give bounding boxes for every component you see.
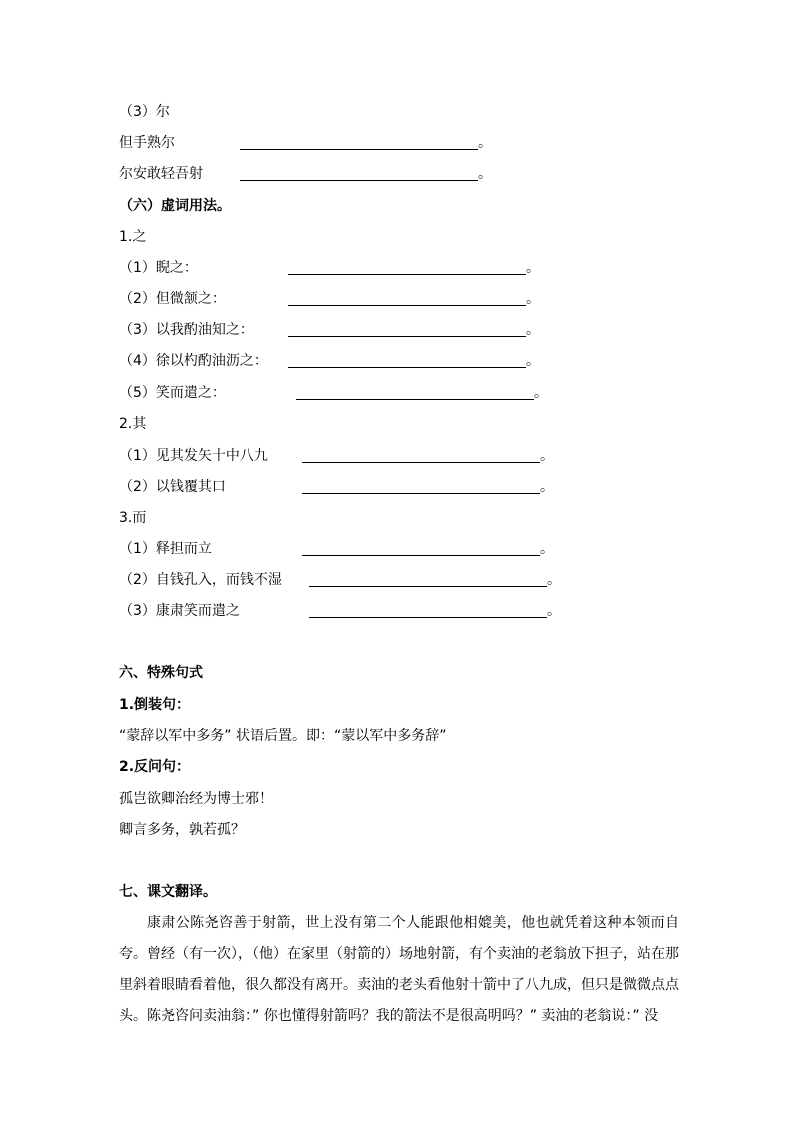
period: 。 — [526, 322, 540, 338]
inversion-heading: 1.倒装句： — [119, 697, 191, 713]
period: 。 — [547, 572, 561, 588]
period: 。 — [534, 385, 548, 401]
rhetorical-text-2: 卿言多务，孰若孤？ — [119, 822, 245, 838]
question-text: （3）康肃笑而遣之 — [119, 603, 240, 619]
period: 。 — [478, 135, 492, 151]
period: 。 — [547, 603, 561, 619]
question-text: （3）以我酌油知之： — [119, 322, 254, 338]
answer-blank[interactable] — [288, 367, 526, 368]
answer-blank[interactable] — [302, 493, 540, 494]
answer-blank[interactable] — [288, 336, 526, 337]
question-text: （2）但微颔之： — [119, 291, 226, 307]
rhetorical-text-1: 孤岂欲卿治经为博士邪！ — [119, 791, 273, 807]
question-text: （5）笑而遣之： — [119, 385, 226, 401]
answer-blank[interactable] — [240, 180, 478, 181]
question-text: （4）徐以杓酌油沥之： — [119, 353, 268, 369]
period: 。 — [526, 260, 540, 276]
question-text: 尔安敢轻吾射 — [119, 166, 203, 182]
period: 。 — [526, 353, 540, 369]
question-text: 但手熟尔 — [119, 135, 175, 151]
group-heading-zhi: 1.之 — [119, 229, 147, 245]
item-er-heading: （3）尔 — [119, 104, 170, 120]
question-text: （2）以钱覆其口 — [119, 479, 226, 495]
answer-blank[interactable] — [309, 586, 547, 587]
answer-blank[interactable] — [302, 555, 540, 556]
answer-blank[interactable] — [296, 399, 534, 400]
period: 。 — [540, 448, 554, 464]
group-heading-qi: 2.其 — [119, 416, 147, 432]
period: 。 — [540, 541, 554, 557]
question-text: （1）释担而立 — [119, 541, 212, 557]
translation-paragraph-1: 康肃公陈尧咨善于射箭，世上没有第二个人能跟他相媲美，他也就凭着这种本领而自夸。曾经（有一次），（他）在家里（射箭的）场地射箭，有个卖油的老翁放下担子，站在那里斜着眼睛看着他，很久都没有离开。卖油的老头看他射十箭中了八九成，但只是微微点点头。 — [119, 915, 679, 1024]
rhetorical-heading: 2.反问句： — [119, 759, 191, 775]
answer-blank[interactable] — [309, 617, 547, 618]
question-text: （2）自钱孔入，而钱不湿 — [119, 572, 282, 588]
inversion-text: “蒙辞以军中多务” 状语后置。即：“蒙以军中多务辞” — [119, 728, 447, 744]
answer-blank[interactable] — [288, 305, 526, 306]
group-heading-er: 3.而 — [119, 510, 147, 526]
answer-blank[interactable] — [302, 462, 540, 463]
subsection-title: （六）虚词用法。 — [119, 198, 231, 214]
translation-paragraph-2: 陈尧咨问卖油翁：” 你也懂得射箭吗？我的箭法不是很高明吗？” 卖油的老翁说：” 没 — [147, 1008, 659, 1024]
answer-blank[interactable] — [240, 149, 478, 150]
period: 。 — [478, 166, 492, 182]
period: 。 — [540, 479, 554, 495]
section-title-translation: 七、课文翻译。 — [119, 884, 217, 900]
question-text: （1）见其发矢十中八九 — [119, 448, 268, 464]
answer-blank[interactable] — [288, 274, 526, 275]
section-title-special-sentences: 六、特殊句式 — [119, 665, 203, 681]
question-text: （1）睨之： — [119, 260, 198, 276]
period: 。 — [526, 291, 540, 307]
